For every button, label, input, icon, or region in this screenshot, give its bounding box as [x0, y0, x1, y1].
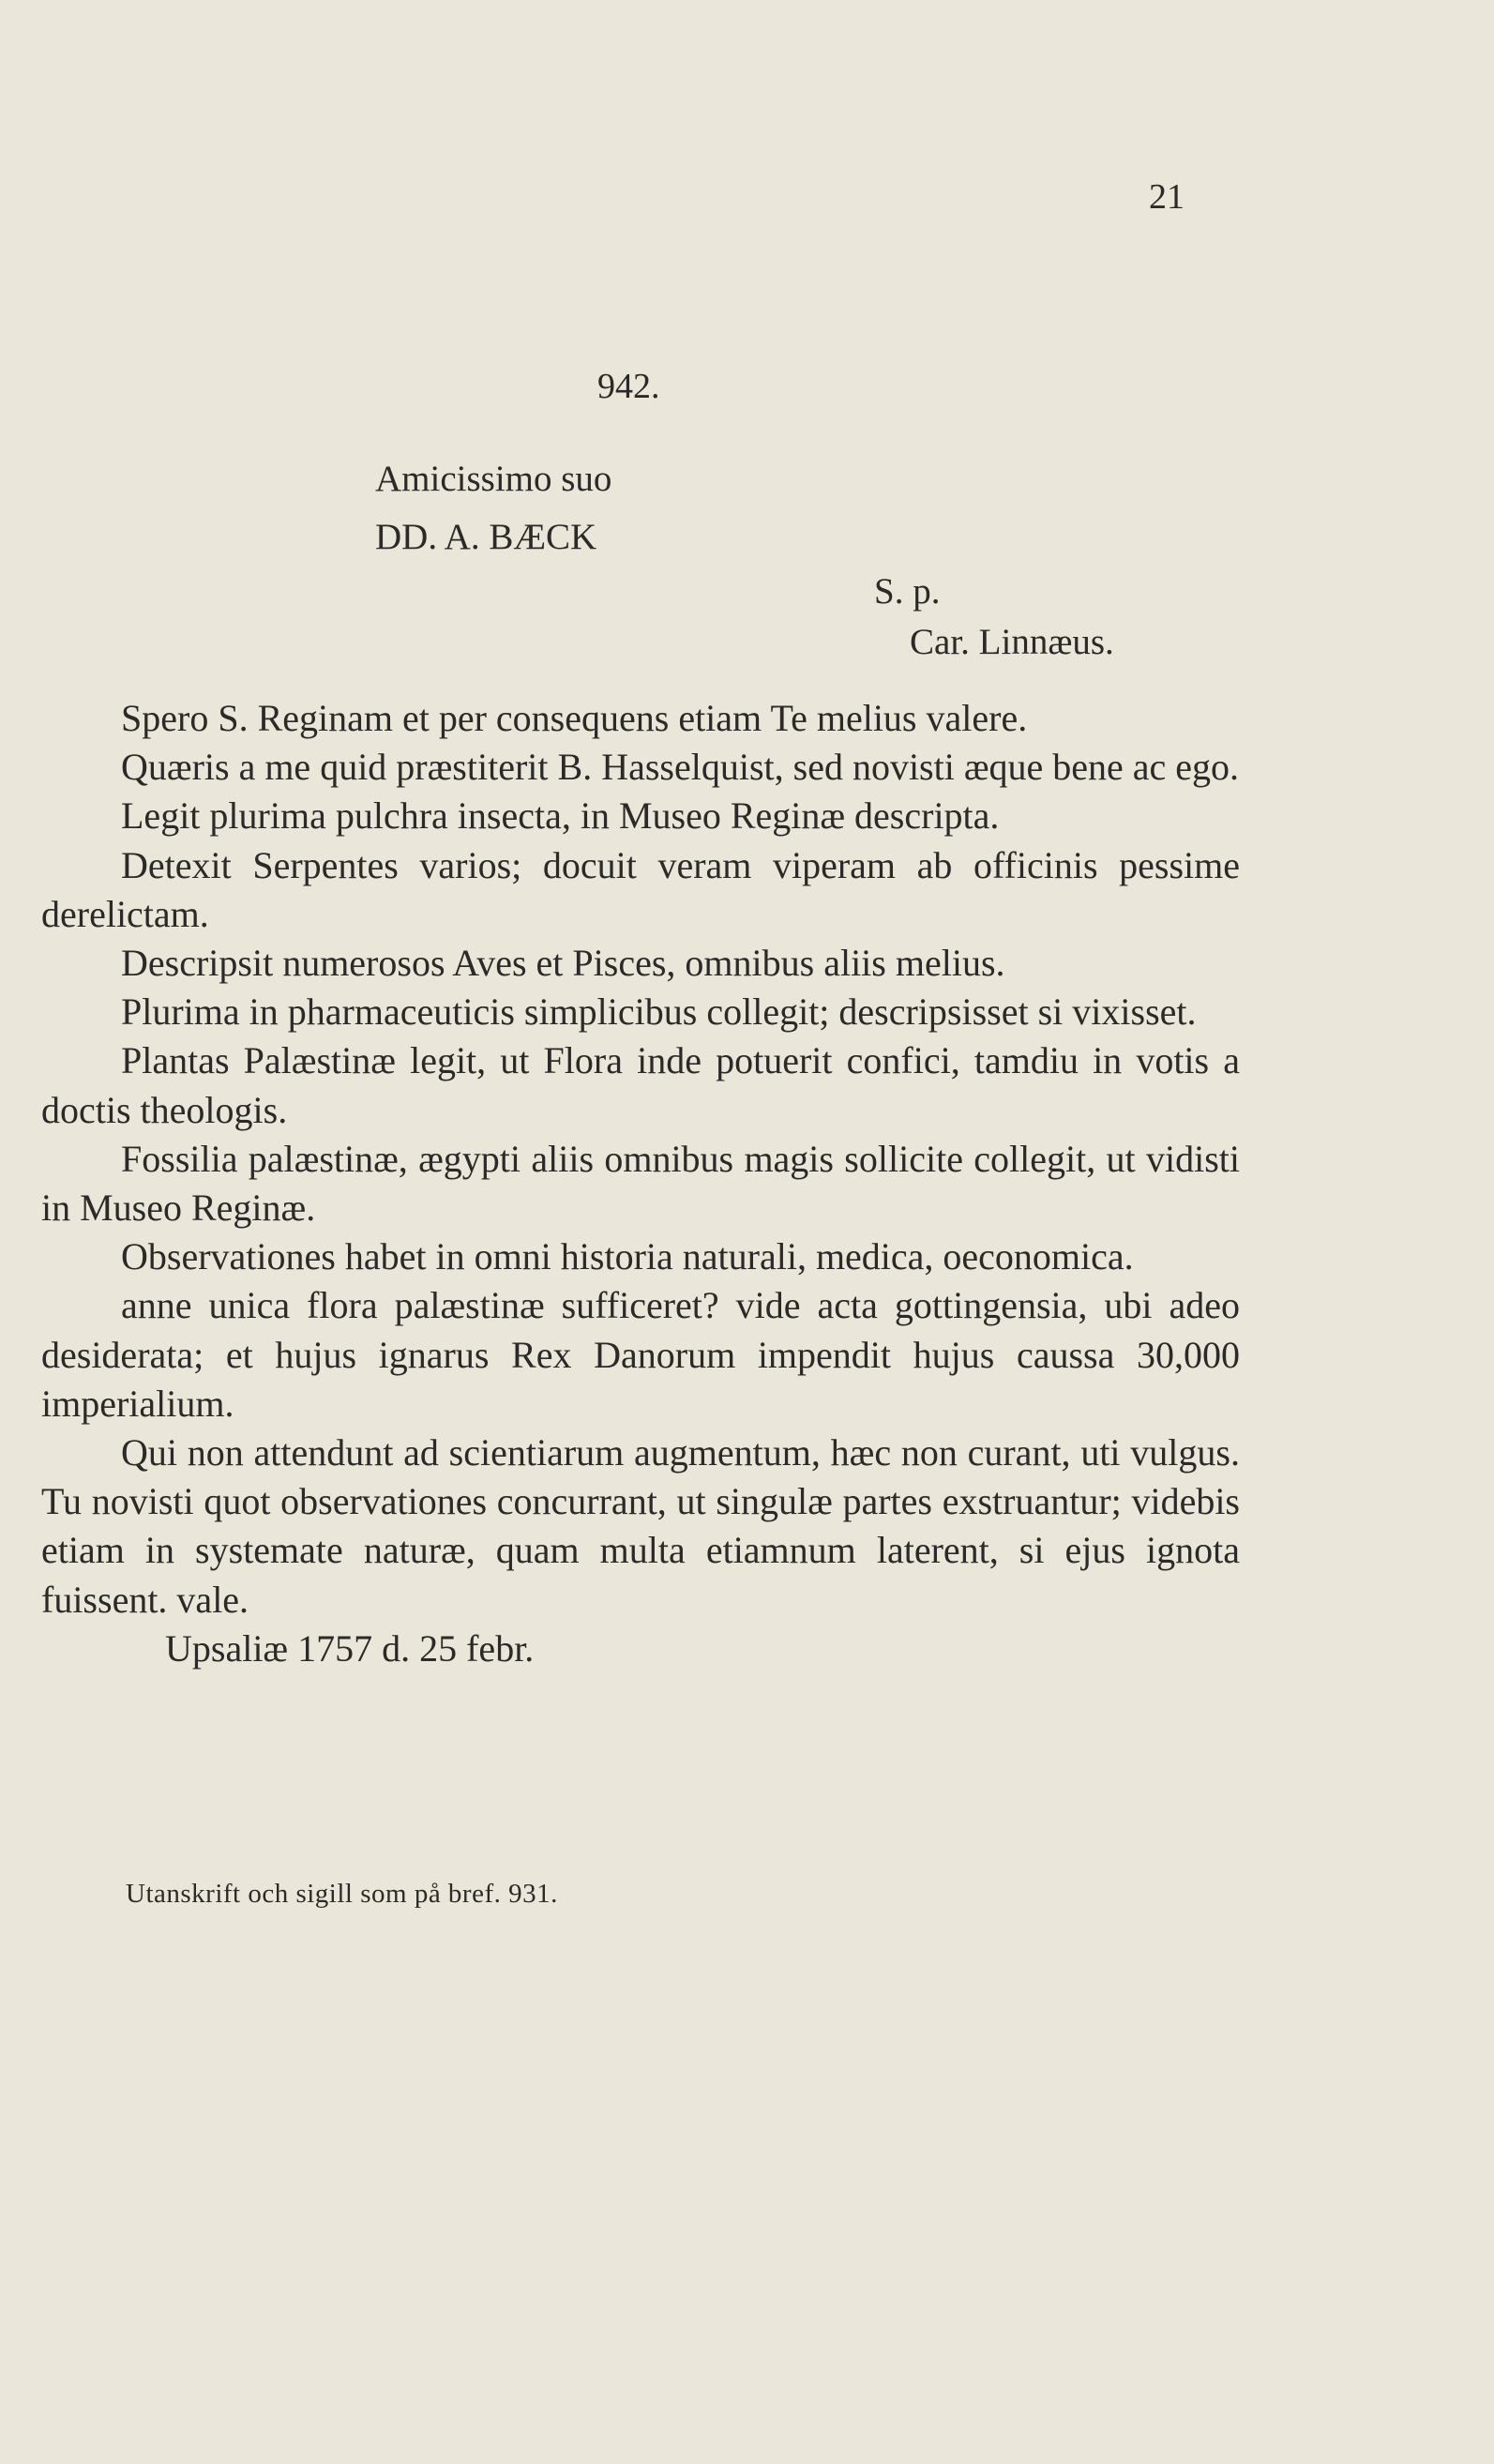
paragraph: Plantas Palæstinæ legit, ut Flora inde potuerit confici, tamdiu in votis a doctis theologis.: [41, 1039, 1240, 1131]
address-line-2: DD. A. BÆCK: [375, 517, 597, 557]
salutation: S. p.: [874, 571, 941, 612]
paragraph: Legit plurima pulchra insecta, in Museo Reginæ descripta.: [121, 794, 1000, 838]
letter-body: [41, 694, 1240, 1673]
page-number: 21: [1149, 177, 1185, 217]
closing-dateline: Upsaliæ 1757 d. 25 febr.: [165, 1626, 535, 1670]
paragraph: Qui non attendunt ad scientiarum augmentum, hæc non curant, uti vulgus. Tu novisti quot observationes concurrant, ut singulæ partes exstruantur; videbis etiam in systemate naturæ, quam multa etiamnum laterent, si ejus ignota fuissent. vale.: [41, 1431, 1240, 1621]
paragraph: Descripsit numerosos Aves et Pisces, omnibus aliis melius.: [121, 942, 1005, 985]
paragraph: Quæris a me quid præstiterit B. Hasselquist, sed novisti æque bene ac ego.: [121, 746, 1240, 789]
paragraph: Detexit Serpentes varios; docuit veram viperam ab officinis pessime derelictam.: [41, 843, 1240, 935]
paragraph: Fossilia palæstinæ, ægypti aliis omnibus magis sollicite collegit, ut vidisti in Museo Reginæ.: [41, 1137, 1240, 1230]
paragraph: Spero S. Reginam et per consequens etiam Te melius valere.: [121, 697, 1028, 739]
paragraph: Plurima in pharmaceuticis simplicibus collegit; descripsisset si vixisset.: [121, 990, 1197, 1034]
signature: Car. Linnæus.: [910, 622, 1114, 662]
paragraph: Observationes habet in omni historia naturali, medica, oeconomica.: [121, 1235, 1134, 1278]
footnote: Utanskrift och sigill som på bref. 931.: [126, 1879, 558, 1909]
address-line-1: Amicissimo suo: [375, 459, 612, 499]
paragraph: anne unica flora palæstinæ sufficeret? vide acta gottingensia, ubi adeo desiderata; et hujus ignarus Rex Danorum impendit hujus caussa 30,000 imperialium.: [41, 1284, 1240, 1425]
letter-number: 942.: [597, 367, 660, 406]
